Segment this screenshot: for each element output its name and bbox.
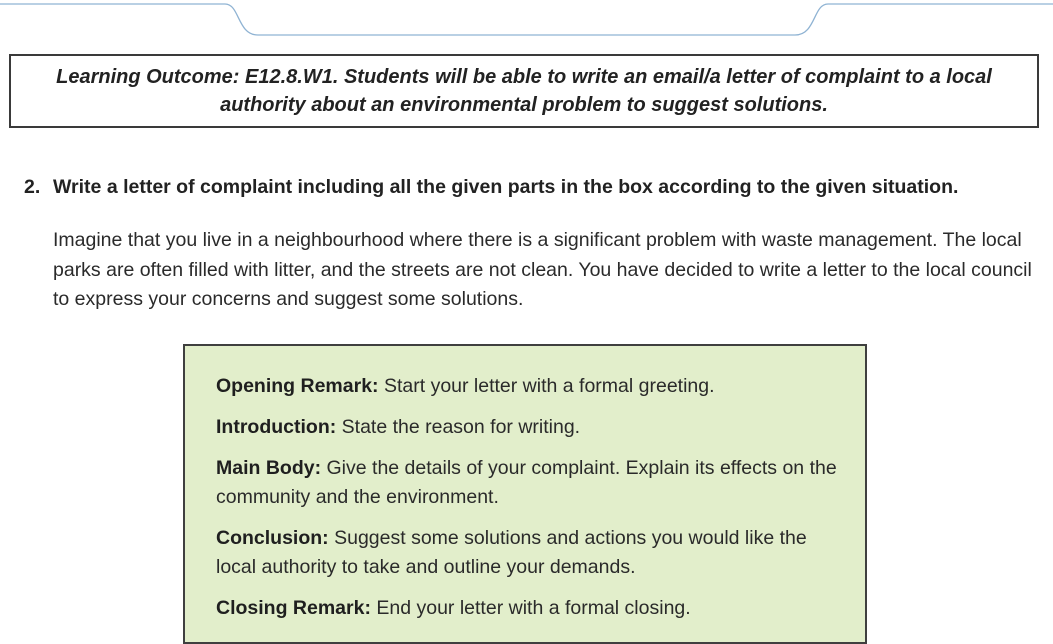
- situation-paragraph: Imagine that you live in a neighbourhood where there is a significant problem with waste management. The local parks are often filled with litter, and the streets are not clean. You have decided to write a letter to the local council to express your concerns and suggest some solutions.: [53, 229, 1032, 310]
- part-label: Conclusion:: [216, 527, 329, 549]
- part-opening-remark: [216, 372, 845, 401]
- part-label: Closing Remark:: [216, 597, 371, 619]
- part-conclusion: [216, 524, 845, 582]
- question-number: 2.: [24, 176, 41, 198]
- part-label: Opening Remark:: [216, 375, 379, 397]
- header-tab-shape: [0, 0, 1053, 40]
- letter-parts-box: [183, 344, 867, 644]
- part-description: State the reason for writing.: [341, 416, 581, 438]
- question-heading: [24, 174, 1044, 200]
- part-label: Introduction:: [216, 416, 337, 438]
- part-description: Give the details of your complaint. Explain its effects on the community and the environment.: [216, 457, 837, 508]
- part-description: End your letter with a formal closing.: [376, 597, 691, 619]
- part-introduction: [216, 413, 845, 442]
- part-label: Main Body:: [216, 457, 322, 479]
- part-description: Start your letter with a formal greeting.: [383, 375, 715, 397]
- part-main-body: [216, 454, 845, 512]
- learning-outcome-text: Learning Outcome: E12.8.W1. Students will be able to write an email/a letter of complaint to a local authority about an environmental problem to suggest solutions.: [56, 66, 992, 116]
- learning-outcome-box: [9, 54, 1039, 128]
- question-text: Write a letter of complaint including all the given parts in the box according to the given situation.: [53, 176, 959, 198]
- part-closing-remark: [216, 594, 845, 623]
- part-description: Suggest some solutions and actions you would like the local authority to take and outline your demands.: [216, 527, 807, 578]
